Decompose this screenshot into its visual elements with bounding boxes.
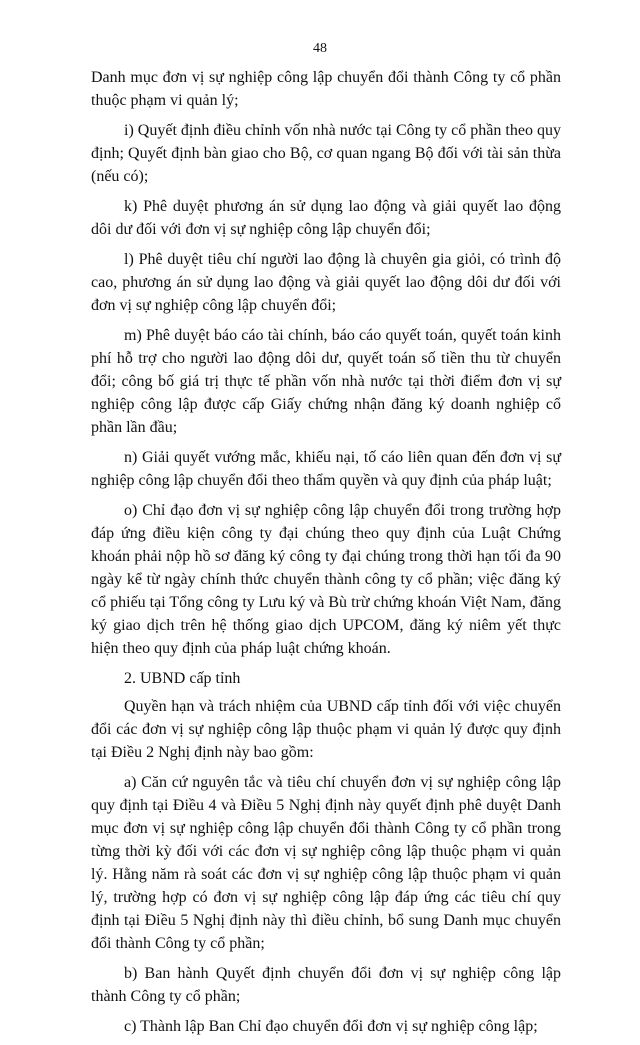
paragraph-item-a: a) Căn cứ nguyên tắc và tiêu chí chuyển đơn vị sự nghiệp công lập quy định tại Điều 4 và Điều 5 Nghị định này quyết định phê duyệt Danh mục đơn vị sự nghiệp công lập chuyển đổi thành Công ty cổ phần trong từng thời kỳ đối với các đơn vị sự nghiệp công lập thuộc phạm vi quản lý. Hằng năm rà soát các đơn vị sự nghiệp công lập thuộc phạm vi quản lý, trường hợp có đơn vị sự nghiệp công lập đáp ứng các tiêu chí quy định tại Điều 5 Nghị định này thì điều chỉnh, bổ sung Danh mục chuyển đổi thành Công ty cổ phần; — [91, 774, 561, 952]
paragraph-item-m: m) Phê duyệt báo cáo tài chính, báo cáo quyết toán, quyết toán kinh phí hỗ trợ cho người lao động dôi dư, quyết toán số tiền thu từ chuyển đổi; công bố giá trị thực tế phần vốn nhà nước tại thời điểm đơn vị sự nghiệp công lập được cấp Giấy chứng nhận đăng ký doanh nghiệp cổ phần lần đầu; — [91, 327, 561, 436]
paragraph-item-b: b) Ban hành Quyết định chuyển đổi đơn vị sự nghiệp công lập thành Công ty cổ phần; — [91, 965, 561, 1005]
paragraph-ubnd-intro: Quyền hạn và trách nhiệm của UBND cấp tỉnh đối với việc chuyển đổi các đơn vị sự nghiệp công lập thuộc phạm vi quản lý được quy định tại Điều 2 Nghị định này bao gồm: — [91, 698, 561, 761]
section-heading-ubnd: 2. UBND cấp tỉnh — [124, 670, 241, 687]
document-body — [91, 66, 561, 1045]
paragraph-item-c: c) Thành lập Ban Chỉ đạo chuyển đổi đơn vị sự nghiệp công lập; — [124, 1018, 538, 1035]
paragraph-continued-list: Danh mục đơn vị sự nghiệp công lập chuyển đổi thành Công ty cổ phần thuộc phạm vi quản lý; — [91, 69, 561, 109]
paragraph-item-l: l) Phê duyệt tiêu chí người lao động là chuyên gia giỏi, có trình độ cao, phương án sử dụng lao động và giải quyết lao động dôi dư đối với đơn vị sự nghiệp công lập chuyển đổi; — [91, 251, 561, 314]
paragraph-item-k: k) Phê duyệt phương án sử dụng lao động và giải quyết lao động dôi dư đối với đơn vị sự nghiệp công lập chuyển đổi; — [91, 198, 561, 238]
paragraph-item-o: o) Chỉ đạo đơn vị sự nghiệp công lập chuyển đổi trong trường hợp đáp ứng điều kiện công ty đại chúng theo quy định của Luật Chứng khoán phải nộp hồ sơ đăng ký công ty đại chúng trong thời hạn tối đa 90 ngày kể từ ngày chính thức chuyển thành công ty cổ phần; việc đăng ký cổ phiếu tại Tổng công ty Lưu ký và Bù trừ chứng khoán Việt Nam, đăng ký giao dịch trên hệ thống giao dịch UPCOM, đăng ký niêm yết thực hiện theo quy định của pháp luật chứng khoán. — [91, 502, 561, 657]
page-number: 48 — [313, 41, 327, 56]
paragraph-item-n: n) Giải quyết vướng mắc, khiếu nại, tố cáo liên quan đến đơn vị sự nghiệp công lập chuyển đổi theo thẩm quyền và quy định của pháp luật; — [91, 449, 561, 489]
paragraph-item-i: i) Quyết định điều chỉnh vốn nhà nước tại Công ty cổ phần theo quy định; Quyết định bàn giao cho Bộ, cơ quan ngang Bộ đối với tài sản thừa (nếu có); — [91, 122, 561, 185]
